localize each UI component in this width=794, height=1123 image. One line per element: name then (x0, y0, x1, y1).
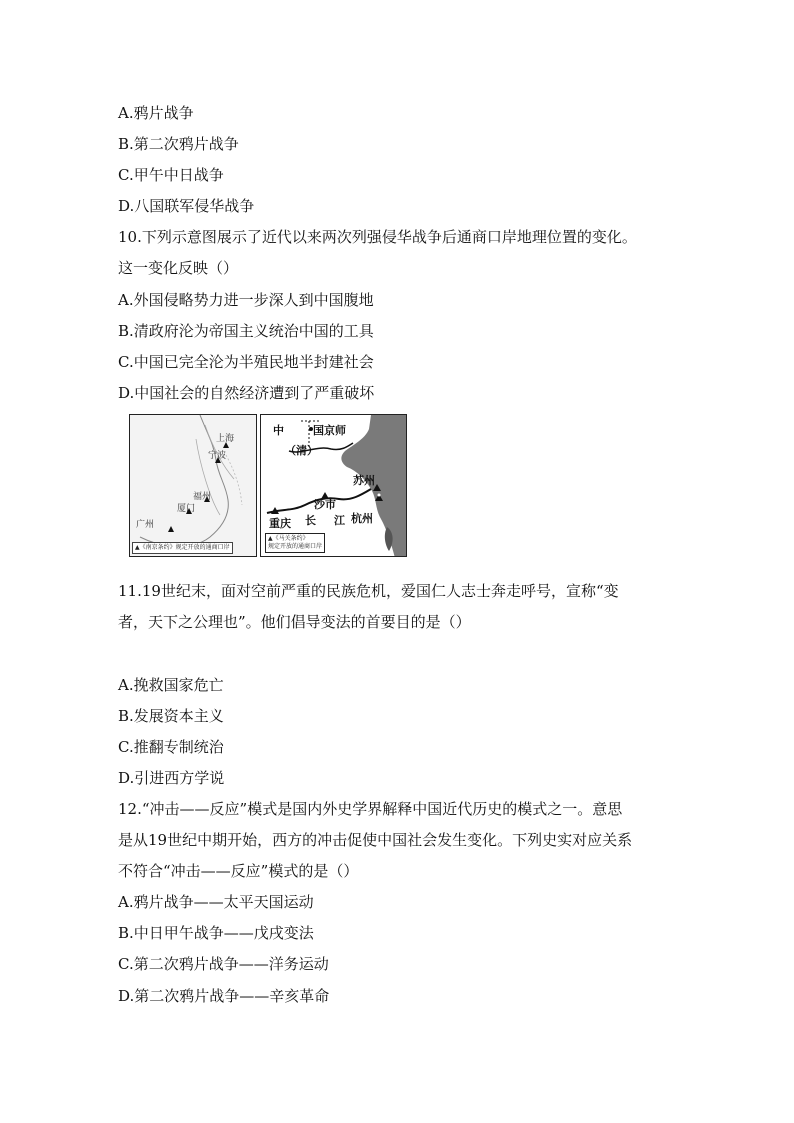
nanjing-treaty-ports-map (129, 414, 257, 557)
right-map-legend-line1: ▲《马关条约》 (268, 535, 309, 542)
text-line: B.发展资本主义 (118, 707, 224, 725)
right-map-legend-line2: 规定开放的通商口岸 (268, 543, 323, 550)
map-label-shanghai: 上海 (216, 434, 235, 444)
left-map-legend: ▲《南京条约》规定开放的通商口岸 (132, 542, 233, 554)
text-line: C.甲午中日战争 (118, 166, 224, 184)
text-line: D.中国社会的自然经济遭到了严重破坏 (118, 384, 375, 402)
text-line: A.外国侵略势力进一步深人到中国腹地 (118, 291, 374, 309)
text-line: D.引进西方学说 (118, 769, 225, 787)
text-line: 是从19世纪中期开始，西方的冲击促使中国社会发生变化。下列史实对应关系 (118, 831, 633, 849)
text-line: A.鸦片战争——太平天国运动 (118, 893, 314, 911)
port-marker-icon (168, 526, 174, 532)
text-line: B.第二次鸦片战争 (118, 135, 239, 153)
map-label-ningbo: 宁波 (208, 451, 227, 461)
map-label-shashi: 沙市 (314, 498, 336, 511)
text-line: 11.19世纪末，面对空前严重的民族危机，爱国仁人志士奔走呼号，宣称“变 (118, 582, 619, 600)
left-map-drawing (130, 415, 257, 557)
map-label-xiamen: 厦门 (177, 504, 196, 514)
map-label-jingshi: 国京师 (313, 424, 346, 437)
map-label-fuzhou: 福州 (193, 492, 212, 502)
text-line: A.挽救国家危亡 (118, 676, 224, 694)
map-label-chongqing: 重庆 (269, 517, 291, 530)
map-label-suzhou: 苏州 (353, 474, 375, 487)
text-line: 这一变化反映（） (118, 259, 239, 277)
text-line: D.第二次鸦片战争——辛亥革命 (118, 987, 330, 1005)
text-line: D.八国联军侵华战争 (118, 197, 255, 215)
text-line: 10.下列示意图展示了近代以来两次列强侵华战争后通商口岸地理位置的变化。 (118, 228, 637, 246)
map-label-jiang: 江 (334, 514, 345, 527)
map-label-chang: 长 (305, 514, 316, 527)
text-line: 不符合“冲击——反应”模式的是（） (118, 862, 359, 880)
text-line: C.中国已完全沦为半殖民地半封建社会 (118, 353, 374, 371)
map-label-guangzhou: 广州 (136, 520, 155, 530)
text-line: C.推翻专制统治 (118, 738, 224, 756)
text-line: B.清政府沦为帝国主义统治中国的工具 (118, 322, 374, 340)
text-line: B.中日甲午战争——戊戌变法 (118, 924, 314, 942)
right-map-legend (265, 533, 325, 553)
text-line: A.鸦片战争 (118, 104, 194, 122)
text-line: 12.“冲击——反应”模式是国内外史学界解释中国近代历史的模式之一。意思 (118, 800, 623, 818)
treaty-ports-map-figure (129, 414, 407, 557)
text-line: C.第二次鸦片战争——洋务运动 (118, 955, 329, 973)
text-line: 者，天下之公理也”。他们倡导变法的首要目的是（） (118, 613, 471, 631)
map-label-qing: （清） (285, 444, 318, 457)
map-label-zhong: 中 (273, 424, 284, 437)
shimonoseki-treaty-ports-map (260, 414, 407, 557)
map-label-hangzhou: 杭州 (351, 512, 373, 525)
